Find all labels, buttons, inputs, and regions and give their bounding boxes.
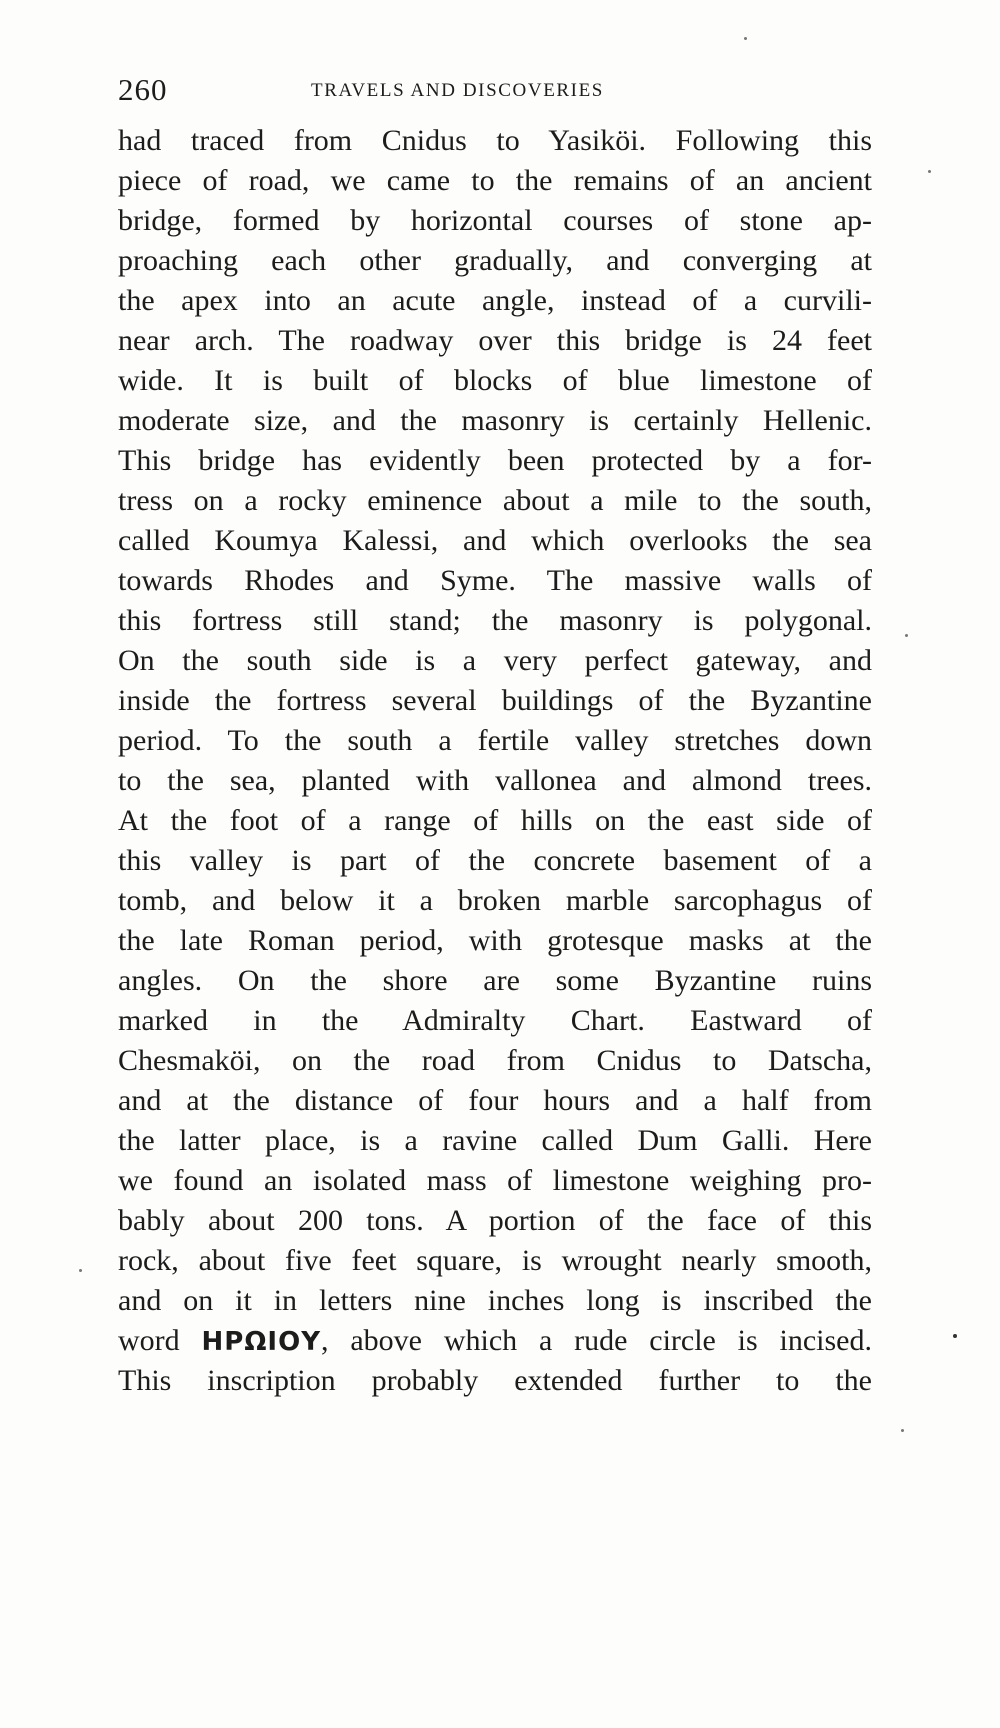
inscription-line-end: , above which a rude circle is incised. bbox=[321, 1324, 872, 1357]
text-line: tomb, and below it a broken marble sarcophagus of bbox=[118, 884, 872, 917]
text-line: piece of road, we came to the remains of an ancient bbox=[118, 164, 872, 197]
text-line: this fortress still stand; the masonry is polygonal. bbox=[118, 604, 872, 637]
text-line: This bridge has evidently been protected by a for- bbox=[118, 444, 872, 477]
text-line: On the south side is a very perfect gateway, and bbox=[118, 644, 872, 677]
paper-speck bbox=[79, 1269, 82, 1272]
text-line: and at the distance of four hours and a half from bbox=[118, 1084, 872, 1117]
text-line: to the sea, planted with vallonea and almond trees. bbox=[118, 764, 872, 797]
text-line: and on it in letters nine inches long is inscribed the bbox=[118, 1284, 872, 1317]
text-line: This inscription probably extended further to the bbox=[118, 1364, 872, 1397]
greek-inscription: ΗΡΩΙΟΥ bbox=[201, 1327, 322, 1357]
text-line: tress on a rocky eminence about a mile to the south, bbox=[118, 484, 872, 517]
text-line: rock, about five feet square, is wrought nearly smooth, bbox=[118, 1244, 872, 1277]
inscription-line bbox=[118, 1321, 872, 1361]
text-line: period. To the south a fertile valley stretches down bbox=[118, 724, 872, 757]
body-text bbox=[118, 121, 872, 1401]
text-line: Chesmaköi, on the road from Cnidus to Datscha, bbox=[118, 1044, 872, 1077]
page-number: 260 bbox=[118, 72, 168, 107]
running-head: TRAVELS AND DISCOVERIES bbox=[311, 80, 604, 101]
paper-speck bbox=[953, 1334, 957, 1338]
text-line: near arch. The roadway over this bridge is 24 feet bbox=[118, 324, 872, 357]
text-line: towards Rhodes and Syme. The massive walls of bbox=[118, 564, 872, 597]
paper-speck bbox=[905, 634, 908, 637]
text-line: we found an isolated mass of limestone weighing pro- bbox=[118, 1164, 872, 1197]
text-line: the apex into an acute angle, instead of a curvili- bbox=[118, 284, 872, 317]
text-line: At the foot of a range of hills on the east side of bbox=[118, 804, 872, 837]
text-line: inside the fortress several buildings of the Byzantine bbox=[118, 684, 872, 717]
text-line: had traced from Cnidus to Yasiköi. Following this bbox=[118, 124, 872, 157]
text-line: moderate size, and the masonry is certainly Hellenic. bbox=[118, 404, 872, 437]
text-line: angles. On the shore are some Byzantine ruins bbox=[118, 964, 872, 997]
paper-speck bbox=[928, 170, 931, 173]
text-line: marked in the Admiralty Chart. Eastward of bbox=[118, 1004, 872, 1037]
text-line: wide. It is built of blocks of blue limestone of bbox=[118, 364, 872, 397]
paper-speck bbox=[901, 1429, 904, 1432]
text-line: the late Roman period, with grotesque masks at the bbox=[118, 924, 872, 957]
text-line: proaching each other gradually, and converging at bbox=[118, 244, 872, 277]
text-line: the latter place, is a ravine called Dum Galli. Here bbox=[118, 1124, 872, 1157]
text-line: this valley is part of the concrete basement of a bbox=[118, 844, 872, 877]
text-line: bridge, formed by horizontal courses of stone ap- bbox=[118, 204, 872, 237]
text-line: bably about 200 tons. A portion of the face of this bbox=[118, 1204, 872, 1237]
text-line: called Koumya Kalessi, and which overlooks the sea bbox=[118, 524, 872, 557]
page-header bbox=[118, 70, 872, 120]
inscription-line-start: word bbox=[118, 1324, 202, 1357]
paper-speck bbox=[744, 37, 747, 40]
